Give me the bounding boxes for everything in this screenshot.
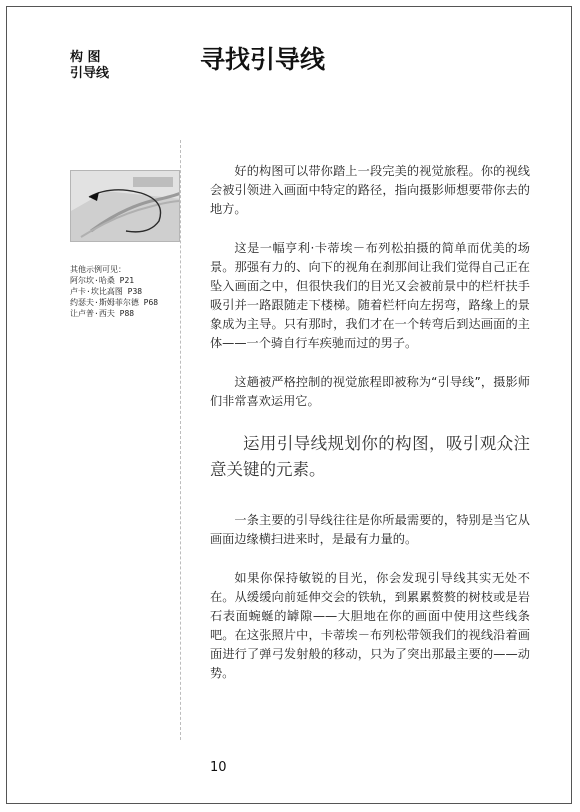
staircase-photo-icon [70,170,180,242]
pull-quote: 运用引导线规划你的构图，吸引观众注意关键的元素。 [210,434,530,479]
page-number: 10 [210,760,227,775]
section-label-line1: 构 图 [70,50,101,65]
sidebar-ref: 约瑟夫·斯姆菲尔德 P68 [70,298,159,307]
page-title: 寻找引导线 [200,45,326,74]
column-divider [180,140,181,740]
section-label-line2: 引导线 [70,66,110,81]
sidebar-ref: 卢卡·坎比高图 P38 [70,287,143,296]
sidebar-ref: 让卢普·西夫 P88 [70,309,135,318]
section-label [70,50,109,82]
paragraph-5: 如果你保持敏锐的目光，你会发现引导线其实无处不在。从缓缓向前延伸交会的铁轨，到累累赘赘的树枝或是岩石表面蜿蜒的罅隙——大胆地在你的画面中使用这些线条吧。在这张照片中，卡蒂埃－布列松带领我们的视线沿着画面进行了弹弓发射般的移动，只为了突出那最主要的——动势。 [210,571,530,680]
staircase-photo-drawing [71,171,180,242]
sidebar-heading: 其他示例可见： [70,265,126,274]
paragraph-1: 好的构图可以带你踏上一段完美的视觉旅程。你的视线会被引领进入画面中特定的路径，指向摄影师想要带你去的地方。 [210,164,530,216]
article-body [210,132,530,703]
sidebar-ref: 阿尔坎·哈桑 P21 [70,276,135,285]
paragraph-4: 一条主要的引导线往往是你所最需要的，特别是当它从画面边缘横扫进来时，是最有力量的。 [210,513,530,546]
paragraph-2: 这是一幅亨利·卡蒂埃－布列松拍摄的简单而优美的场景。那强有力的、向下的视角在刹那间让我们觉得自己正在坠入画面之中，但很快我们的目光又会被前景中的栏杆扶手吸引并一路跟随走下楼梯。随着栏杆向左拐弯，路缘上的景象成为主导。只有那时，我们才在一个转弯后到达画面的主体——一个骑自行车疾驰而过的男子。 [210,241,530,350]
paragraph-3: 这趟被严格控制的视觉旅程即被称为“引导线”，摄影师们非常喜欢运用它。 [210,375,530,408]
sidebar-references [70,264,178,319]
